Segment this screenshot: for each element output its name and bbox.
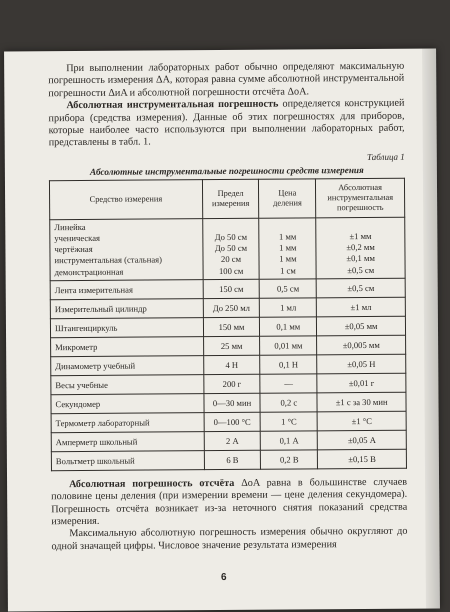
- paragraph-instrumental: [48, 98, 404, 150]
- cell-limit: 6 В: [204, 450, 261, 469]
- paragraph-reading-error: [51, 477, 407, 529]
- ruler-division: 1 мм: [279, 253, 297, 265]
- ruler-title: Линейка: [54, 221, 86, 233]
- table-row: [51, 373, 406, 394]
- cell-error: ±0,05 Н: [317, 354, 406, 374]
- ruler-limit: 100 см: [218, 265, 244, 276]
- cell-instrument: Микрометр: [51, 336, 204, 356]
- ruler-error: ±1 мм: [349, 231, 372, 242]
- paragraph-intro: При выполнении лабораторных работ обычно определяют максимальную погрешность измерения ΔA, которая равна сумме абсолютной инструментальной погрешности ΔиA и абсолютной погрешности отсчёта ΔоA.: [48, 60, 405, 100]
- table-row: [51, 430, 406, 451]
- table-row: [51, 335, 406, 356]
- table-title: Абсолютные инструментальные погрешности средств измерения: [89, 164, 364, 177]
- table-row: [51, 411, 406, 432]
- cell-error: ±0,15 В: [318, 449, 407, 469]
- cell-division: 1 °С: [261, 412, 318, 431]
- cell-division: 0,1 мм: [260, 317, 317, 336]
- table-row-ruler: [50, 217, 405, 280]
- cell-instrument: Весы учебные: [51, 374, 204, 394]
- cell-instrument: Термометр лабораторный: [51, 412, 204, 432]
- cell-instrument: Динамометр учебный: [51, 355, 204, 375]
- cell-ruler-names: [50, 218, 203, 280]
- term-reading-error: Абсолютная погрешность отсчёта: [69, 477, 235, 490]
- cell-error: ±1 мл: [317, 297, 406, 317]
- table-row: [50, 297, 405, 318]
- book-page: [4, 48, 440, 611]
- cell-limit: 25 мм: [203, 336, 260, 355]
- table-row: [51, 354, 406, 375]
- cell-error: ±1 °С: [317, 411, 406, 431]
- cell-instrument: Секундомер: [51, 393, 204, 413]
- cell-ruler-divisions: [259, 218, 316, 279]
- cell-division: 0,2 В: [261, 450, 318, 469]
- table-header-row: [49, 178, 404, 219]
- table-row: [51, 392, 406, 413]
- ruler-limit: До 50 см: [214, 243, 248, 254]
- term-instrumental-error: Абсолютная инструментальная погрешность: [66, 98, 279, 112]
- ruler-error: ±0,1 мм: [346, 253, 375, 264]
- cell-limit: 4 Н: [203, 355, 260, 374]
- cell-division: 0,01 мм: [260, 336, 317, 355]
- cell-error: ±0,5 см: [316, 278, 405, 298]
- cell-ruler-errors: [316, 217, 405, 279]
- errors-table: [49, 178, 407, 471]
- cell-division: 0,5 см: [260, 279, 317, 298]
- ruler-sub: демонстрационная: [54, 266, 124, 277]
- paragraph-reading-error-text: ΔоA равна в большинстве случаев половине цены деления (при измерении времени — цене деления секундомера). Погрешность отсчёта возникает из-за неточного снятия показаний средства измерения.: [51, 476, 408, 528]
- cell-instrument: Вольтметр школьный: [51, 450, 204, 470]
- cell-limit: 0—30 мин: [204, 393, 261, 412]
- header-limit: Предел измерения: [202, 179, 259, 218]
- cell-instrument: Амперметр школьный: [51, 431, 204, 451]
- cell-limit: 200 г: [203, 374, 260, 393]
- ruler-sub: чертёжная: [54, 244, 93, 255]
- cell-division: —: [260, 374, 317, 393]
- cell-limit: До 250 мл: [203, 298, 260, 317]
- page-number: 6: [220, 571, 227, 584]
- table-row: [50, 278, 405, 299]
- ruler-sub: ученическая: [54, 232, 100, 244]
- ruler-limit: До 50 см: [214, 231, 248, 243]
- cell-limit: 150 см: [203, 279, 260, 298]
- table-row: [51, 449, 406, 470]
- page-spine-shadow: [422, 48, 440, 608]
- table-row: [50, 316, 405, 337]
- paragraph-instrumental-text: определяется конструкцией прибора (средства измерения). Данные об этих погрешностях для приборов, которые наиболее часто используются при выполнении лабораторных работ, представлены в табл. 1.: [48, 97, 405, 149]
- table-label: Таблица 1: [366, 151, 405, 162]
- cell-division: 0,1 А: [261, 431, 318, 450]
- ruler-division: 1 мм: [278, 231, 297, 242]
- cell-instrument: Штангенциркуль: [50, 317, 203, 337]
- header-division: Цена деления: [259, 179, 316, 218]
- ruler-division: 1 см: [280, 265, 296, 276]
- cell-error: ±1 с за 30 мин: [317, 392, 406, 412]
- paragraph-rounding: Максимальную абсолютную погрешность измерения обычно округляют до одной значащей цифры. Числовое значение результата измерения: [51, 526, 408, 553]
- ruler-sub: инструментальная (стальная): [54, 254, 162, 266]
- cell-error: ±0,005 мм: [317, 335, 406, 355]
- ruler-error: ±0,5 см: [347, 264, 375, 275]
- ruler-limit: 20 см: [221, 254, 242, 265]
- cell-division: 1 мл: [260, 298, 317, 317]
- page-content: [48, 61, 407, 554]
- cell-ruler-limits: [202, 218, 259, 279]
- cell-error: ±0,05 мм: [317, 316, 406, 336]
- cell-instrument: Лента измерительная: [50, 279, 203, 299]
- cell-error: ±0,05 А: [317, 430, 406, 450]
- cell-limit: 0—100 °С: [204, 412, 261, 431]
- ruler-error: ±0,2 мм: [346, 242, 375, 253]
- cell-limit: 150 мм: [203, 317, 260, 336]
- cell-limit: 2 А: [204, 431, 261, 450]
- header-instrument: Средство измерения: [49, 179, 202, 219]
- cell-error: ±0,01 г: [317, 373, 406, 393]
- cell-division: 0,2 с: [260, 393, 317, 412]
- header-error: Абсолютная инструментальная погрешность: [316, 178, 405, 218]
- cell-instrument: Измерительный цилиндр: [50, 298, 203, 318]
- ruler-division: 1 мм: [279, 242, 297, 253]
- cell-division: 0,1 Н: [260, 355, 317, 374]
